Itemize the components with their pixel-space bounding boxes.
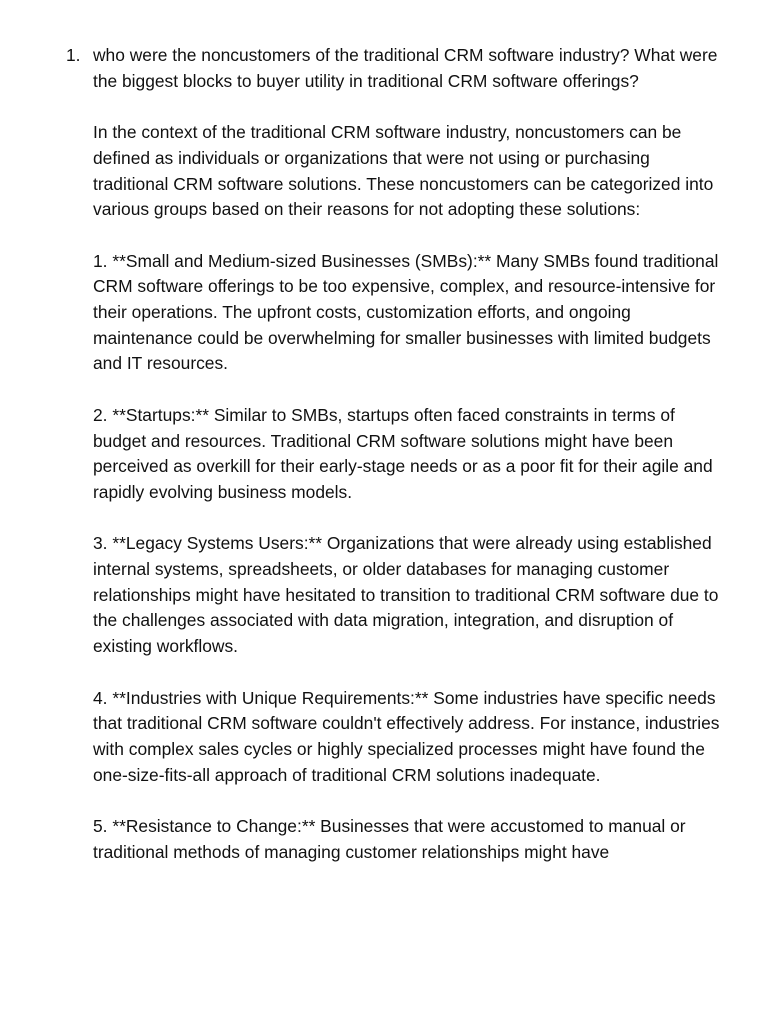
intro-paragraph: In the context of the traditional CRM software industry, noncustomers can be defined as individuals or organizations that were not using or purchasing traditional CRM software solutions. These noncustomers can be categorized into various groups based on their reasons for not adopting these solutions: (93, 122, 714, 220)
point-legacy-systems: 3. **Legacy Systems Users:** Organizations that were already using established internal systems, spreadsheets, or older databases for managing customer relationships might have hesitated to transition to traditional CRM software due to the challenges associated with data migration, integration, and disruption of existing workflows. (93, 533, 719, 657)
point-startups: 2. **Startups:** Similar to SMBs, startups often faced constraints in terms of budget and resources. Traditional CRM software solutions might have been perceived as overkill for their early-stage needs or as a poor fit for their agile and rapidly evolving business models. (93, 404, 713, 502)
list-item-number: 1. (66, 45, 81, 65)
question-paragraph: who were the noncustomers of the traditional CRM software industry? What were the biggest blocks to buyer utility in traditional CRM software offerings? (93, 45, 718, 91)
list-item-body (93, 43, 725, 891)
point-resistance-to-change: 5. **Resistance to Change:** Businesses that were accustomed to manual or traditional methods of managing customer relationships might have (93, 816, 686, 862)
point-unique-industries: 4. **Industries with Unique Requirements:** Some industries have specific needs that traditional CRM software couldn't effectively address. For instance, industries with complex sales cycles or highly specialized processes might have found the one-size-fits-all approach of traditional CRM solutions inadequate. (93, 687, 720, 785)
point-smb: 1. **Small and Medium-sized Businesses (SMBs):** Many SMBs found traditional CRM software offerings to be too expensive, complex, and resource-intensive for their operations. The upfront costs, customization efforts, and ongoing maintenance could be overwhelming for smaller businesses with limited budgets and IT resources. (93, 250, 719, 374)
